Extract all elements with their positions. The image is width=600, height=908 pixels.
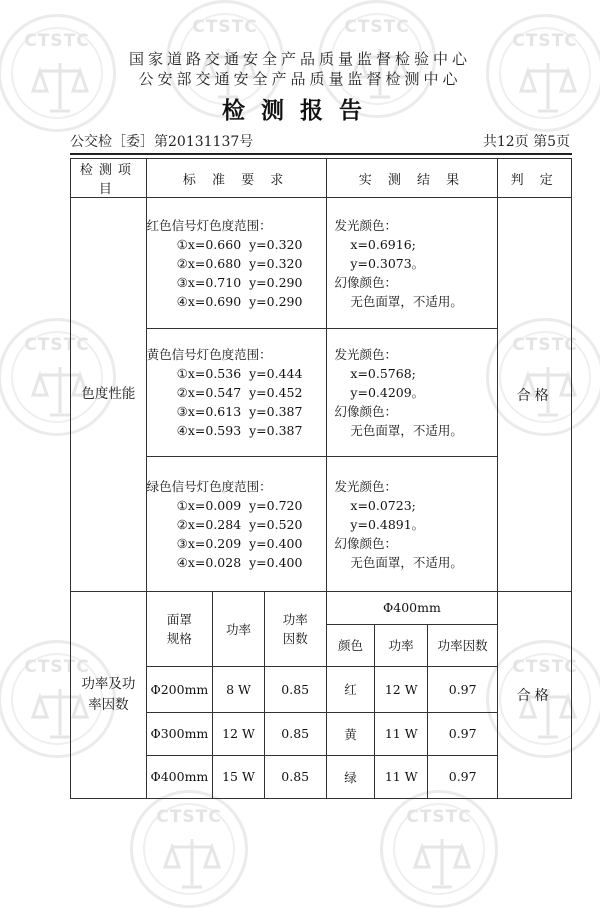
table-row-power [71, 592, 572, 799]
result-yellow [326, 329, 498, 457]
header-verdict: 判 定 [498, 159, 572, 198]
req-line: ②x=0.547 y=0.452 [176, 385, 303, 400]
page-info: 共12页 第5页 [482, 134, 570, 150]
pf-cell: 0.85 [264, 666, 326, 712]
color-cell: 黄 [326, 712, 375, 755]
result-green [326, 457, 498, 592]
res-pf-header: 功率因数 [428, 624, 498, 666]
req-line: ③x=0.613 y=0.387 [176, 404, 303, 419]
watermark-text: CTSTC [512, 335, 578, 355]
color-cell: 绿 [326, 755, 375, 798]
watermark-text: CTSTC [156, 807, 222, 827]
res-group-header: Φ400mm [326, 592, 497, 624]
color-item-label: 色度性能 [71, 198, 147, 592]
res-line: 幻像颜色： [334, 274, 398, 290]
requirement-green [146, 457, 326, 592]
header-requirement: 标 准 要 求 [146, 159, 326, 198]
watermark-seal [380, 790, 498, 908]
res-power-cell: 12 W [375, 666, 428, 712]
watermark-text: CTSTC [344, 17, 410, 37]
scales-icon [162, 833, 222, 893]
res-line: x=0.0723; [334, 497, 416, 513]
res-power-cell: 11 W [375, 712, 428, 755]
req-line: ③x=0.710 y=0.290 [176, 274, 303, 290]
requirement-red [146, 198, 326, 329]
res-color-header: 颜色 [326, 624, 375, 666]
pf-header-line-1: 功率 [282, 611, 308, 627]
table-row-green [71, 457, 572, 592]
res-line: 发光颜色： [334, 478, 398, 494]
power-item-line-2: 率因数 [88, 697, 129, 713]
res-line: 发光颜色： [334, 217, 398, 233]
res-power-cell: 11 W [375, 755, 428, 798]
spec-header [147, 592, 213, 666]
table-header-row [71, 159, 572, 198]
res-line: 幻像颜色： [334, 404, 398, 419]
color-verdict: 合格 [498, 198, 572, 592]
scales-icon [412, 833, 472, 893]
result-red [326, 198, 498, 329]
spec-header-line-1: 面罩 [166, 611, 192, 627]
res-power-header: 功率 [375, 624, 428, 666]
power-row [147, 666, 498, 712]
pf-cell: 0.85 [264, 755, 326, 798]
org-name-line-1: 国家道路交通安全产品质量监督检验中心 [128, 50, 471, 68]
res-line: 无色面罩，不适用。 [334, 554, 463, 570]
report-title: 检测报告 [222, 97, 378, 124]
watermark-text: CTSTC [24, 31, 90, 51]
req-title-red: 红色信号灯色度范围： [146, 217, 272, 233]
color-cell: 红 [326, 666, 375, 712]
report-number: 公交检［委］第20131137号 [70, 134, 254, 150]
org-name-line-2: 公安部交通安全产品质量监督检测中心 [138, 70, 462, 88]
power-subtable [147, 592, 498, 798]
res-line: y=0.4209。 [334, 385, 425, 400]
watermark-text: CTSTC [406, 807, 472, 827]
res-pf-cell: 0.97 [428, 666, 498, 712]
res-line: y=0.3073。 [334, 255, 425, 271]
watermark-text: CTSTC [192, 17, 258, 37]
res-line: 无色面罩，不适用。 [334, 423, 463, 438]
power-item-line-1: 功率及功 [81, 676, 136, 692]
req-line: ④x=0.593 y=0.387 [176, 423, 303, 438]
power-item-label [71, 592, 147, 799]
power-row [147, 712, 498, 755]
spec-cell: Φ200mm [147, 666, 213, 712]
res-pf-cell: 0.97 [428, 755, 498, 798]
pf-header-line-2: 因数 [282, 630, 308, 646]
table-row-red [71, 198, 572, 329]
req-line: ①x=0.009 y=0.720 [176, 497, 303, 513]
res-line: y=0.4891。 [334, 516, 425, 532]
header-result: 实 测 结 果 [326, 159, 498, 198]
req-line: ④x=0.690 y=0.290 [176, 293, 303, 309]
spec-header-line-2: 规格 [166, 630, 192, 646]
power-header: 功率 [213, 592, 265, 666]
power-verdict: 合格 [498, 592, 572, 799]
report-table [70, 158, 572, 799]
power-subtable-cell [146, 592, 498, 799]
requirement-yellow [146, 329, 326, 457]
spec-cell: Φ300mm [147, 712, 213, 755]
res-line: x=0.5768; [334, 366, 416, 381]
power-cell: 15 W [213, 755, 265, 798]
power-cell: 12 W [213, 712, 265, 755]
req-line: ①x=0.660 y=0.320 [176, 236, 303, 252]
pf-cell: 0.85 [264, 712, 326, 755]
watermark-text: CTSTC [512, 657, 578, 677]
spec-cell: Φ400mm [147, 755, 213, 798]
res-line: x=0.6916; [334, 236, 416, 252]
req-line: ④x=0.028 y=0.400 [176, 554, 303, 570]
res-line: 幻像颜色： [334, 535, 398, 551]
power-row [147, 755, 498, 798]
res-line: 发光颜色： [334, 347, 398, 362]
power-cell: 8 W [213, 666, 265, 712]
res-pf-cell: 0.97 [428, 712, 498, 755]
watermark-seal [130, 790, 248, 908]
header-rule [70, 153, 572, 155]
watermark-text: CTSTC [24, 657, 90, 677]
req-line: ②x=0.680 y=0.320 [176, 255, 303, 271]
table-row-yellow [71, 329, 572, 457]
watermark-text: CTSTC [512, 31, 578, 51]
req-line: ①x=0.536 y=0.444 [176, 366, 303, 381]
req-title-yellow: 黄色信号灯色度范围： [146, 347, 272, 362]
header-item: 检测项目 [71, 159, 147, 198]
req-title-green: 绿色信号灯色度范围： [146, 478, 272, 494]
res-line: 无色面罩，不适用。 [334, 293, 463, 309]
req-line: ③x=0.209 y=0.400 [176, 535, 303, 551]
pf-header [264, 592, 326, 666]
watermark-text: CTSTC [24, 335, 90, 355]
req-line: ②x=0.284 y=0.520 [176, 516, 303, 532]
